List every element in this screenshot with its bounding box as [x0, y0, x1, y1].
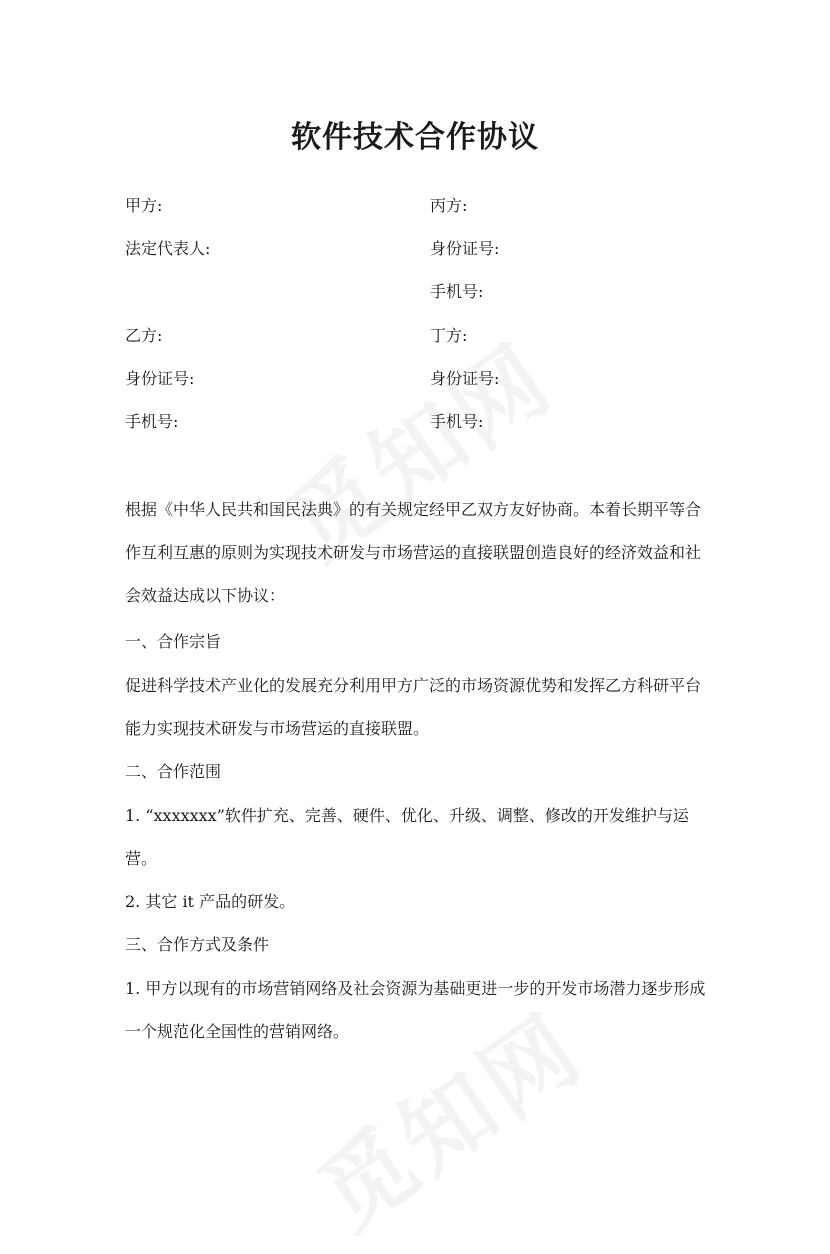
- section-2-item-1: 1. “xxxxxxx”软件扩充、完善、硬件、优化、升级、调整、修改的开发维护与运营。: [125, 806, 689, 868]
- party-b-label: 乙方:: [125, 326, 163, 345]
- party-d-label: 丁方:: [430, 326, 468, 345]
- party-b-id-label: 身份证号:: [125, 369, 195, 388]
- party-a-label: 甲方:: [125, 196, 163, 215]
- section-1-text: 促进科学技术产业化的发展充分利用甲方广泛的市场资源优势和发挥乙方科研平台能力实现技术研发与市场营运的直接联盟。: [125, 676, 702, 738]
- party-c-phone-label: 手机号:: [430, 282, 484, 301]
- party-d-id-label: 身份证号:: [430, 369, 500, 388]
- party-c-id-label: 身份证号:: [430, 239, 500, 258]
- section-2-item-2: 2. 其它 it 产品的研发。: [125, 892, 296, 911]
- document-title: 软件技术合作协议: [291, 120, 539, 155]
- section-1-heading: 一、合作宗旨: [125, 632, 222, 651]
- party-c-label: 丙方:: [430, 196, 468, 215]
- section-3-item-1: 1. 甲方以现有的市场营销网络及社会资源为基础更进一步的开发市场潜力逐步形成一个规范化全国性的营销网络。: [125, 979, 706, 1041]
- section-3-heading: 三、合作方式及条件: [125, 935, 270, 954]
- section-2-heading: 二、合作范围: [125, 762, 222, 781]
- party-b-phone-label: 手机号:: [125, 412, 179, 431]
- intro-paragraph: 根据《中华人民共和国民法典》的有关规定经甲乙双方友好协商。本着长期平等合作互利互惠的原则为实现技术研发与市场营运的直接联盟创造良好的经济效益和社会效益达成以下协议：: [125, 500, 702, 605]
- party-d-phone-label: 手机号:: [430, 412, 484, 431]
- party-a-representative-label: 法定代表人:: [125, 239, 211, 258]
